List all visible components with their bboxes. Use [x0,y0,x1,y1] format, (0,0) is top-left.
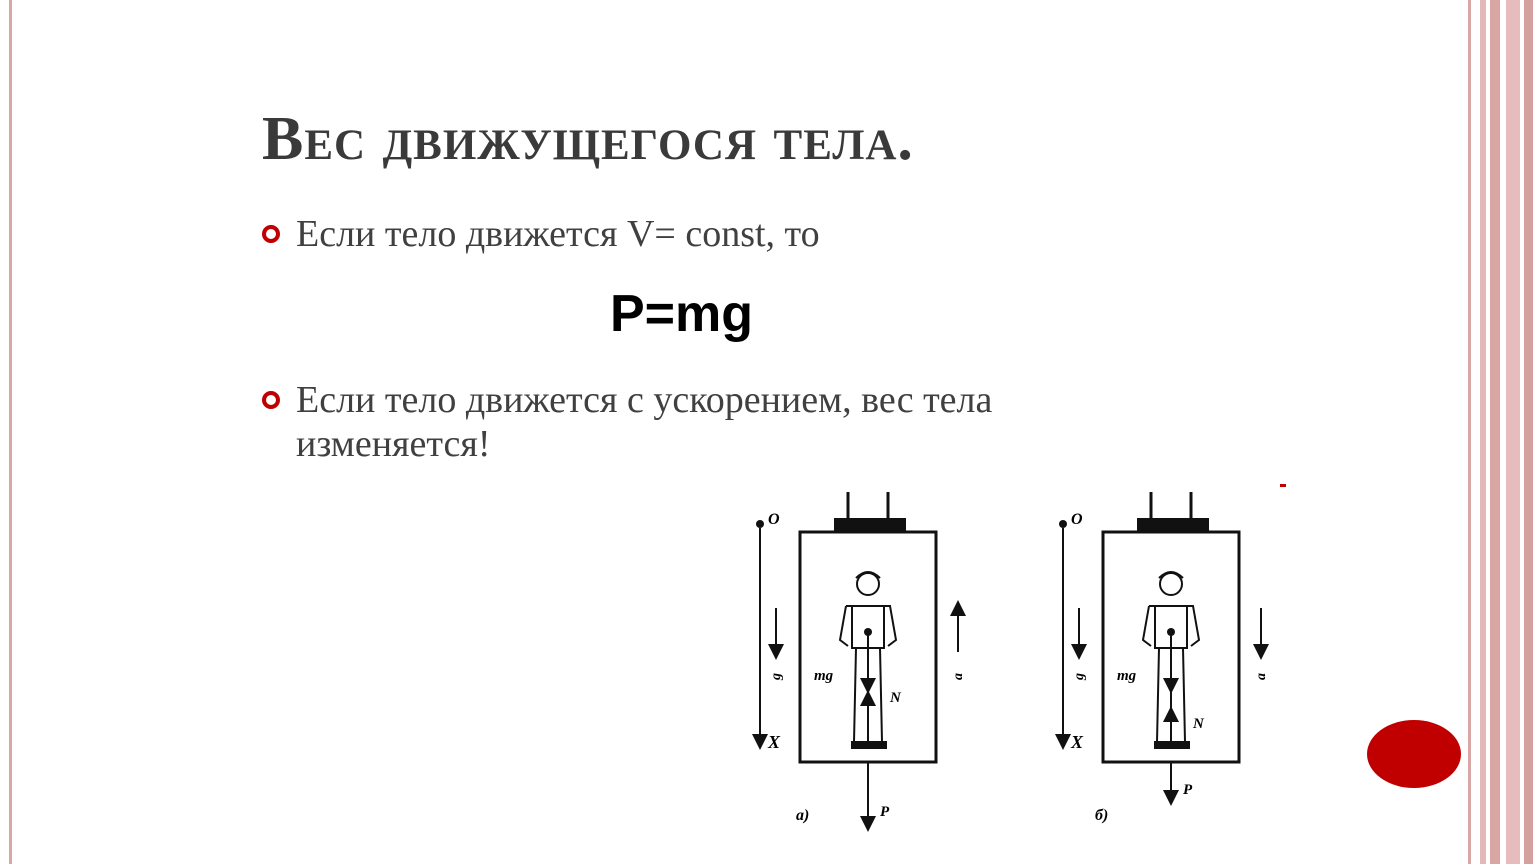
P-label: P⃗ [1183,782,1204,798]
decorative-red-oval [1367,720,1461,788]
red-mark [1280,484,1286,487]
right-border-stripe [1524,0,1533,864]
elevator-diagram [740,480,1288,840]
bullet-icon [262,225,280,243]
elevator-panel-b [1059,492,1269,824]
left-border-line [9,0,12,864]
a-label: a⃗ [1254,662,1269,680]
mg-label: mg⃗ [1117,668,1148,684]
panel-caption: б) [1095,807,1109,824]
panel-caption: а) [796,807,810,824]
right-border-stripe [1468,0,1471,864]
pulley-block [1137,518,1209,532]
mg-label: mg⃗ [814,668,845,684]
formula: P=mg [610,285,754,343]
a-label: a⃗ [951,662,966,680]
g-label: g⃗ [769,662,784,680]
origin-point [756,520,764,528]
N-label: N⃗ [890,690,913,706]
origin-point [1059,520,1067,528]
origin-label: O [768,511,780,528]
g-label: g⃗ [1072,662,1087,680]
right-border-stripe [1480,0,1486,864]
left-border [0,0,22,864]
axis-label: X [768,732,781,752]
elevator-panel-a [756,492,966,824]
origin-label: O [1071,511,1083,528]
bullet-text: Если тело движется с ускорением, вес тела изменяется! [296,379,993,465]
right-border [1466,0,1533,864]
bullet-icon [262,391,280,409]
right-border-stripe [1490,0,1500,864]
axis-label: X [1071,732,1084,752]
P-label: P⃗ [880,804,901,820]
elevator-figure [740,480,1288,840]
right-border-stripe [1506,0,1520,864]
bullet-text: Если тело движется V= const, то [296,213,820,255]
slide-title: Вес движущегося тела. [262,105,914,173]
N-label: N⃗ [1193,716,1216,732]
pulley-block [834,518,906,532]
